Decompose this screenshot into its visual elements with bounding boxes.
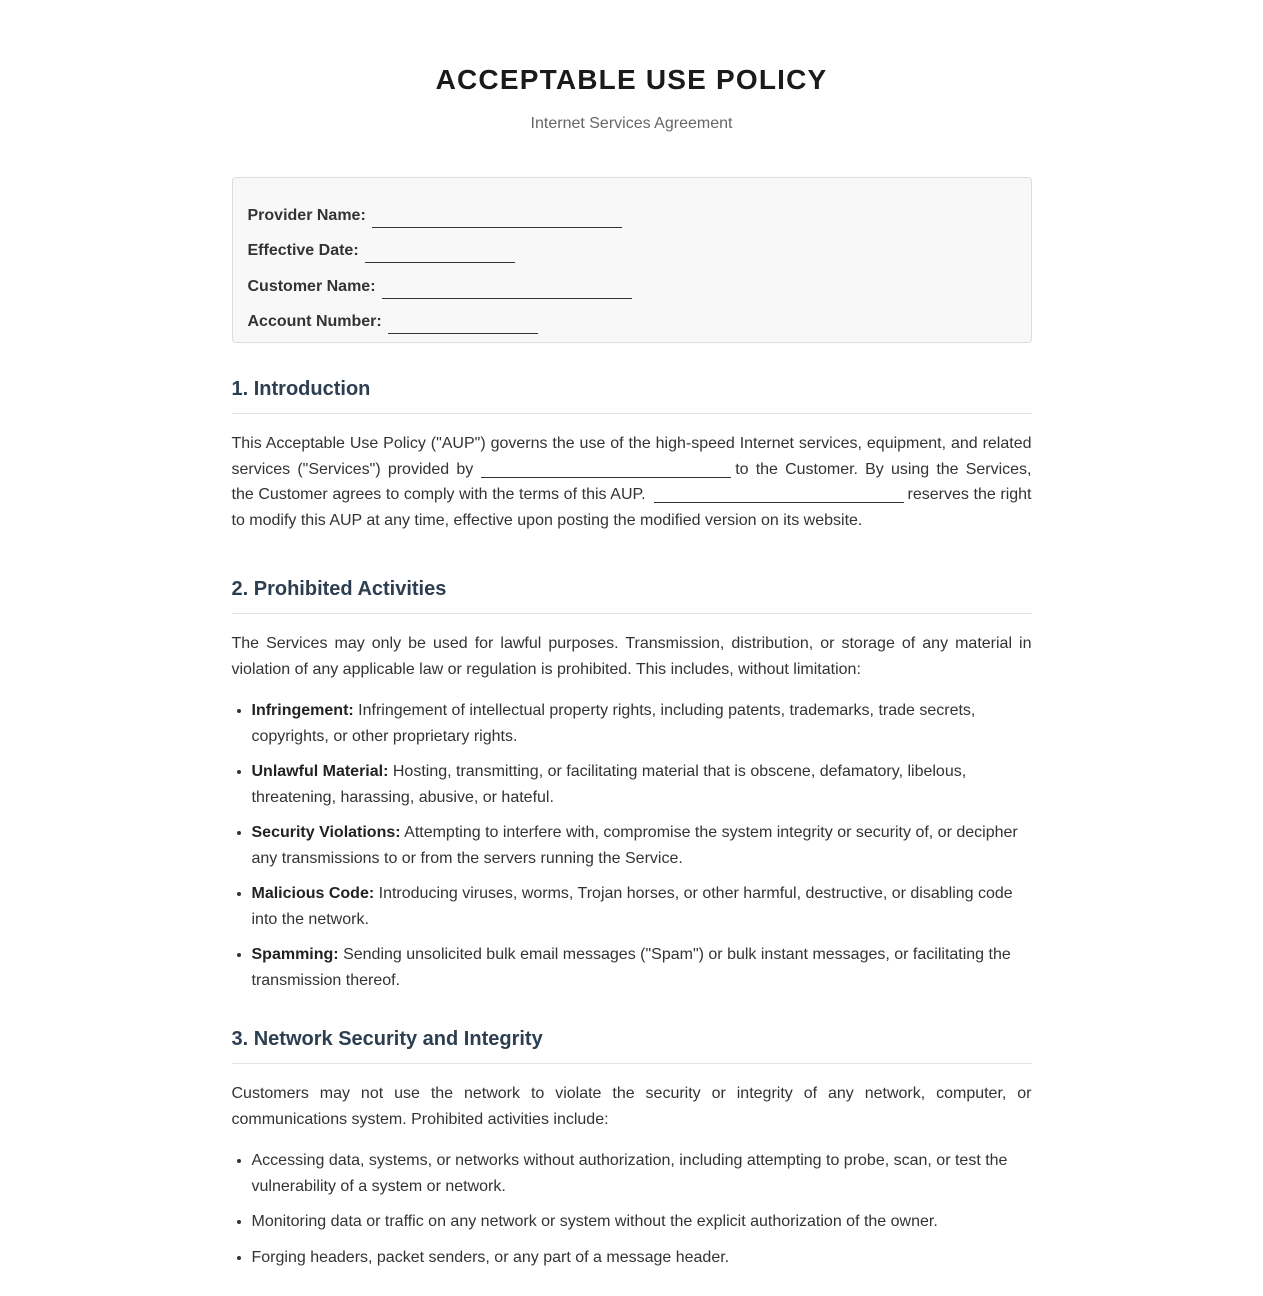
section-heading: 3. Network Security and Integrity: [232, 1027, 1032, 1064]
provider-inline-blank[interactable]: [481, 460, 731, 478]
section-prohibited-activities: [232, 577, 1032, 993]
network-intro: Customers may not use the network to violate the security or integrity of any network, computer, or communications system. Prohibited activities include:: [231, 1085, 1032, 1128]
list-item-text: Introducing viruses, worms, Trojan horses, or other harmful, destructive, or disabling code into the network.: [251, 885, 1013, 928]
list-item-text: Hosting, transmitting, or facilitating material that is obscene, defamatory, libelous, threatening, harassing, abusive, or hateful.: [251, 763, 967, 806]
provider-name-row: [248, 192, 1016, 228]
effective-date-row: [248, 228, 1016, 264]
list-item: • Monitoring data or traffic on any network or system without the explicit authorization of the owner.: [252, 1209, 1032, 1235]
list-item: • Forging headers, packet senders, or any part of a message header.: [252, 1245, 1032, 1271]
party-info-box: [232, 177, 1032, 343]
customer-name-label: Customer Name:: [247, 277, 376, 295]
list-item: [252, 759, 1032, 810]
section-heading: 1. Introduction: [232, 377, 1032, 414]
document-title: ACCEPTABLE USE POLICY: [435, 64, 828, 95]
list-item: [252, 881, 1032, 932]
list-item-term: Infringement:: [251, 702, 354, 719]
customer-name-blank[interactable]: [382, 278, 632, 299]
document-subtitle: Internet Services Agreement: [530, 115, 733, 132]
intro-text-1: This Acceptable Use Policy ("AUP") governs the use of the high-speed Internet services, equipment, and related services ("Services") provided by: [231, 435, 1032, 478]
account-number-row: [248, 299, 1016, 335]
list-item: • Accessing data, systems, or networks without authorization, including attempting to probe, scan, or test the vulnerability of a system or network.: [252, 1148, 1032, 1199]
customer-name-row: [248, 263, 1016, 299]
list-item: [252, 942, 1032, 993]
list-item-text: Sending unsolicited bulk email messages ("Spam") or bulk instant messages, or facilitating the transmission thereof.: [251, 946, 1011, 989]
section-introduction: [232, 377, 1032, 533]
account-number-label: Account Number:: [247, 313, 382, 330]
network-list: [232, 1148, 1032, 1270]
account-number-blank[interactable]: [388, 313, 538, 334]
prohibited-intro: The Services may only be used for lawful purposes. Transmission, distribution, or storage of any material in violation of any applicable law or regulation is prohibited. This includes, without limitation:: [231, 635, 1032, 678]
prohibited-list: [232, 698, 1032, 993]
list-item-term: Malicious Code:: [251, 885, 375, 902]
list-item-text: Attempting to interfere with, compromise the system integrity or security of, or decipher any transmissions to or from the servers running the Service.: [251, 824, 1018, 867]
introduction-paragraph: [232, 431, 1032, 533]
effective-date-blank[interactable]: [365, 242, 515, 263]
list-item-term: Spamming:: [251, 946, 339, 963]
list-item-term: Security Violations:: [251, 824, 401, 841]
intro-text-3: reserves the right to modify this AUP at any time, effective upon posting the modified version on its website.: [231, 486, 1032, 529]
provider-inline-blank-2[interactable]: [654, 485, 904, 503]
intro-text-2: to the Customer. By using the Services, the Customer agrees to comply with the terms of this AUP.: [231, 460, 1032, 503]
list-item: [252, 698, 1032, 749]
document-page: [232, 0, 1032, 1270]
section-heading: 2. Prohibited Activities: [232, 577, 1032, 614]
section-network-security: [232, 1027, 1032, 1270]
list-item-text: Infringement of intellectual property rights, including patents, trademarks, trade secrets, copyrights, or other proprietary rights.: [251, 702, 976, 745]
effective-date-label: Effective Date:: [247, 242, 359, 259]
list-item: [252, 820, 1032, 871]
provider-name-blank[interactable]: [372, 207, 622, 228]
provider-name-label: Provider Name:: [247, 206, 366, 224]
list-item-term: Unlawful Material:: [251, 763, 389, 780]
